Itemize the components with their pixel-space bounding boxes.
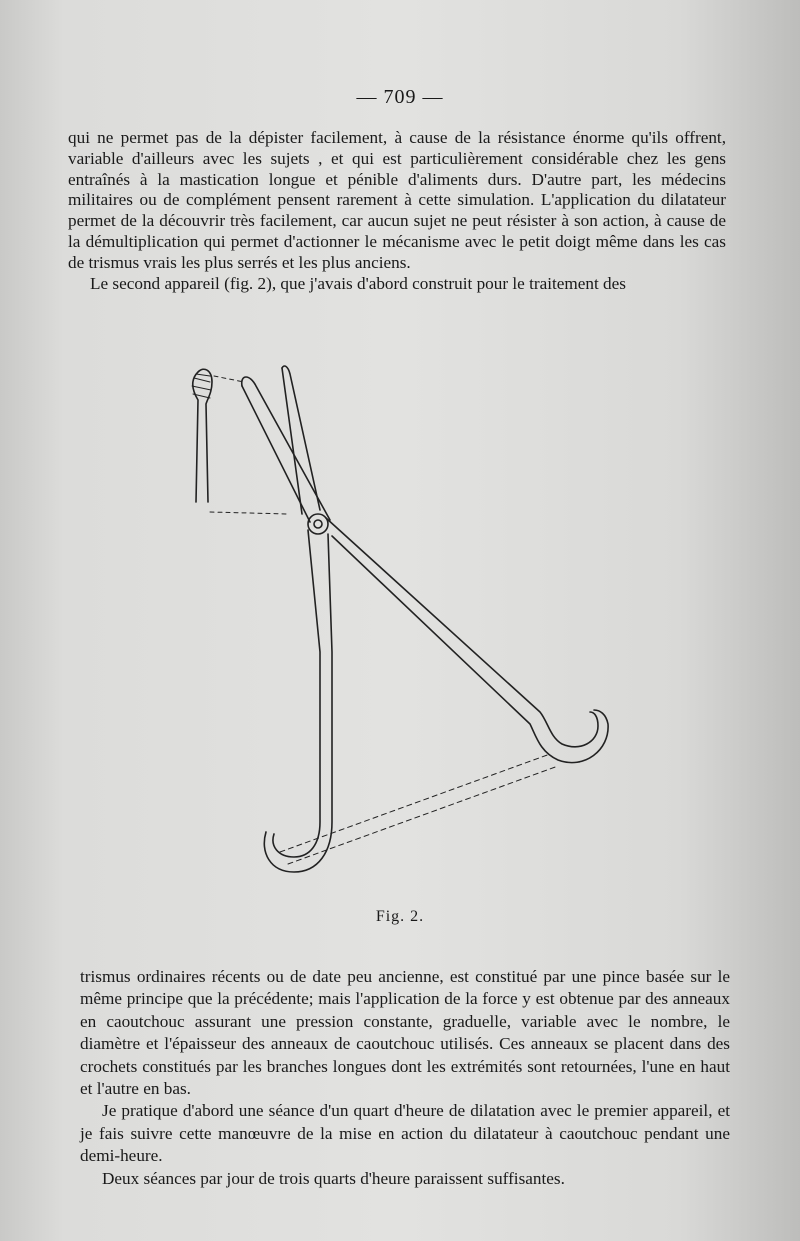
paragraph: trismus ordinaires récents ou de date peu ancienne, est constitué par une pince basée sur le même principe que la précédente; mais l'application de la force y est obtenue par des anneaux en caoutchouc assurant une pression constante, graduelle, variable avec le nombre, le diamètre et l'épaisseur des anneaux de caoutchouc utilisés. Ces anneaux se placent dans des crochets constitués par les branches longues dont les extrémités sont retournées, l'une en haut et l'autre en bas. [80, 967, 730, 1099]
paragraph: Je pratique d'abord une séance d'un quart d'heure de dilatation avec le premier appareil, et je fais suivre cette manœuvre de la mise en action du dilatateur à caoutchouc pendant une demi-heure. [80, 1101, 730, 1166]
page-number: — 709 — [356, 86, 444, 108]
figure-caption: Fig. 2. [375, 908, 425, 925]
paragraph: qui ne permet pas de la dépister facilement, à cause de la résistance énorme qu'ils offrent, variable d'ailleurs avec les sujets , et qui est particulièrement considérable chez les gens entraînés à la mastication longue et pénible d'aliments durs. D'autre part, les médecins militaires ou de complément pensent rarement à cette simulation. L'application du dilatateur permet de la découvrir très facilement, car aucun sujet ne peut résister à son action, à cause de la démultiplication qui permet d'actionner le mécanisme avec le petit doigt même dans les cas de trismus vrais les plus serrés et les plus anciens. [68, 128, 726, 272]
dilator-forceps-illustration [170, 352, 630, 892]
text-block-top [68, 128, 726, 294]
paragraph: Le second appareil (fig. 2), que j'avais d'abord construit pour le traitement des [90, 273, 626, 293]
paragraph: Deux séances par jour de trois quarts d'heure paraissent suffisantes. [102, 1168, 565, 1188]
text-block-bottom [80, 966, 730, 1190]
tip-detail-icon [192, 369, 212, 502]
